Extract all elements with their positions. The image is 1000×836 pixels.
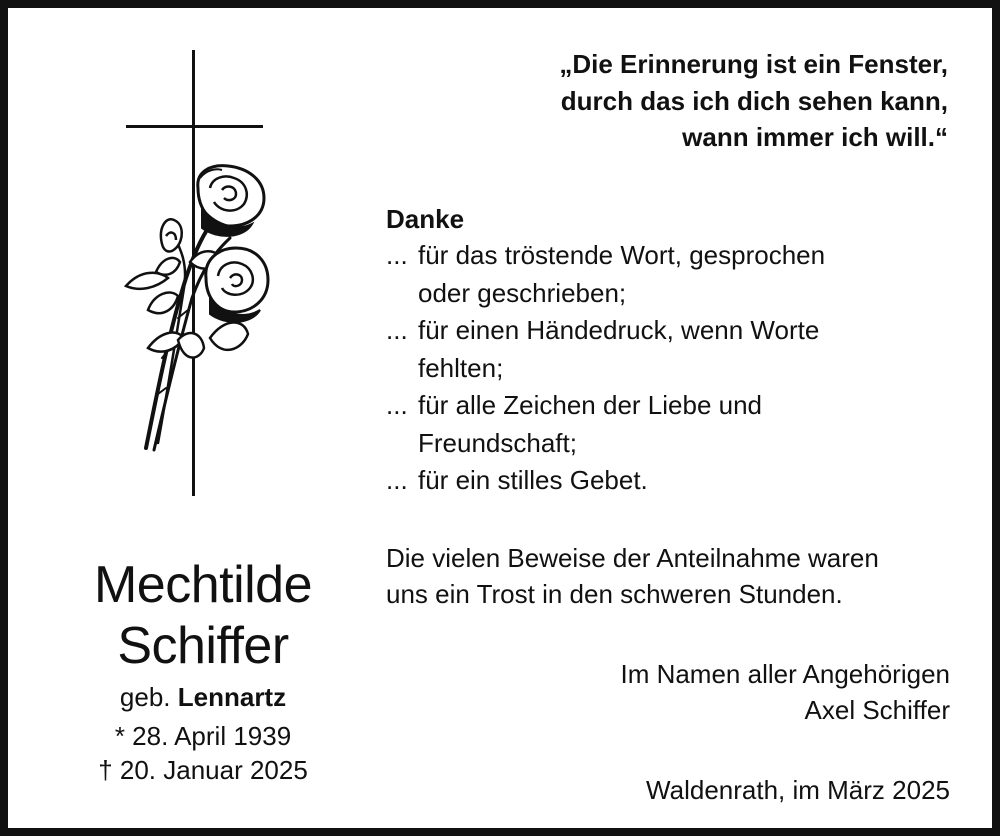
ellipsis: ...: [386, 315, 408, 345]
thanks-item-continuation: Freundschaft;: [418, 427, 577, 458]
thanks-item-text: für ein stilles Gebet.: [418, 465, 648, 495]
thanks-item: [386, 312, 946, 387]
ellipsis: ...: [386, 240, 408, 270]
birth-date: * 28. April 1939: [114, 721, 292, 751]
life-dates: [48, 719, 358, 787]
thanks-item-continuation: oder geschrieben;: [418, 277, 627, 308]
signoff-name: Axel Schiffer: [804, 695, 950, 725]
thanks-item: [386, 462, 946, 500]
ellipsis: ...: [386, 465, 408, 495]
thanks-section: [386, 201, 946, 500]
memorial-quote: [388, 46, 948, 156]
thanks-heading: Danke: [386, 204, 465, 234]
signoff-line: Im Namen aller Angehörigen: [620, 659, 950, 689]
thanks-item-text: für einen Händedruck, wenn Worte: [418, 315, 820, 345]
comfort-text: [386, 540, 946, 612]
signoff: [530, 656, 950, 728]
deceased-last-name: Schiffer: [117, 617, 289, 675]
deceased-first-name: Mechtilde: [93, 556, 313, 614]
maiden-name-line: [48, 679, 358, 715]
place-date: Waldenrath, im März 2025: [646, 775, 950, 805]
rose-upper: [198, 166, 264, 236]
comfort-line: Die vielen Beweise der Anteilnahme waren: [386, 543, 879, 573]
cross-vertical-bar: [192, 50, 195, 496]
thanks-item-continuation: fehlten;: [418, 352, 504, 383]
deceased-block: [48, 555, 358, 787]
thanks-item: [386, 237, 946, 312]
cross-horizontal-bar: [126, 125, 263, 128]
quote-line: „Die Erinnerung ist ein Fenster,: [559, 49, 948, 79]
thanks-item: [386, 387, 946, 462]
thanks-item-text: für das tröstende Wort, gesprochen: [418, 240, 826, 270]
rose-lower: [206, 248, 268, 322]
born-as-prefix: geb.: [119, 682, 171, 712]
death-date: † 20. Januar 2025: [98, 755, 308, 785]
ellipsis: ...: [386, 390, 408, 420]
comfort-line: uns ein Trost in den schweren Stunden.: [386, 579, 843, 609]
thanks-item-text: für alle Zeichen der Liebe und: [418, 390, 763, 420]
maiden-name: Lennartz: [177, 682, 287, 712]
quote-line: wann immer ich will.“: [682, 122, 948, 152]
cross-with-roses-icon: [118, 48, 278, 500]
quote-line: durch das ich dich sehen kann,: [560, 85, 948, 116]
rose-bud: [161, 219, 182, 251]
